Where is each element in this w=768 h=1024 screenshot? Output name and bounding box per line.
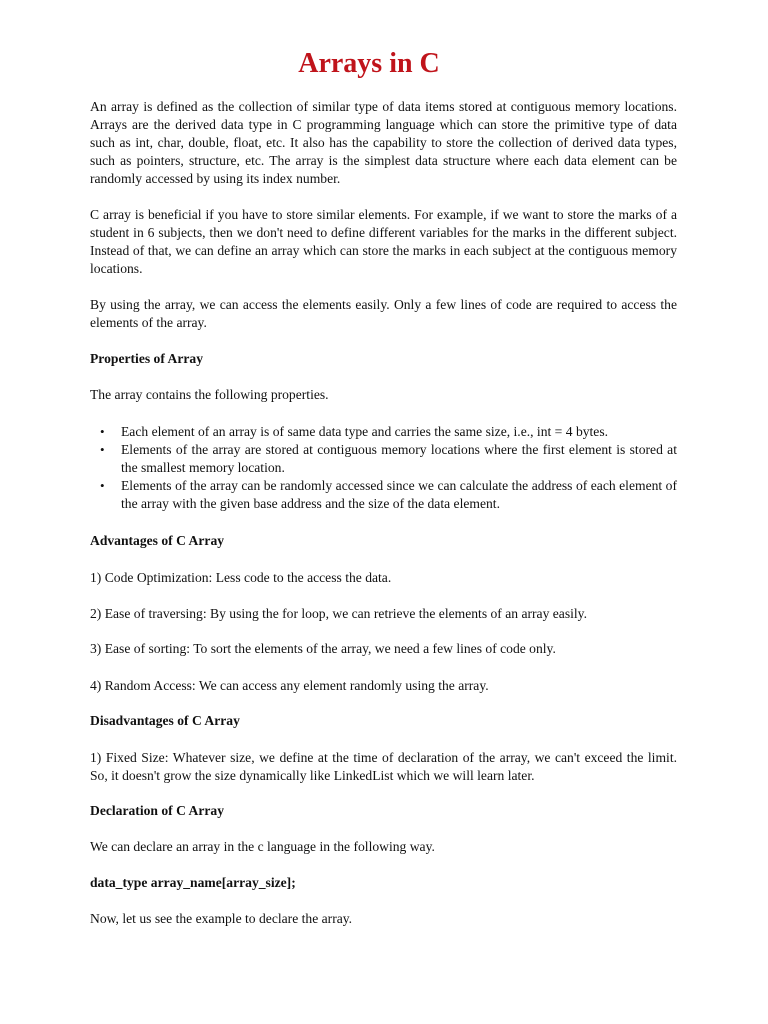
advantage-item-2: 2) Ease of traversing: By using the for loop, we can retrieve the elements of an array easily. [90,606,587,621]
intro-paragraph-3: By using the array, we can access the elements easily. Only a few lines of code are required to access the elements of the array. [90,297,677,330]
properties-list [90,423,677,513]
disadvantage-item-1: 1) Fixed Size: Whatever size, we define at the time of declaration of the array, we can't exceed the limit. So, it doesn't grow the size dynamically like LinkedList which we will learn later. [90,750,677,783]
advantage-item-4: 4) Random Access: We can access any element randomly using the array. [90,678,489,693]
disadvantages-heading: Disadvantages of C Array [90,713,240,728]
declaration-heading: Declaration of C Array [90,803,225,818]
list-item-text: Elements of the array are stored at contiguous memory locations where the first element is stored at the smallest memory location. [121,442,677,475]
declaration-syntax: data_type array_name[array_size]; [90,875,296,890]
intro-paragraph-1: An array is defined as the collection of similar type of data items stored at contiguous memory locations. Arrays are the derived data type in C programming language which can store the primitive type of data such as int, char, double, float, etc. It also has the capability to store the collection of derived data types, such as pointers, structure, etc. The array is the simplest data structure where each data element can be randomly accessed by using its index number. [90,99,677,186]
list-item [90,441,677,477]
properties-intro: The array contains the following properties. [90,387,329,402]
declaration-intro: We can declare an array in the c language in the following way. [90,839,435,854]
list-item [90,477,677,513]
bullet-icon: • [100,424,105,439]
properties-heading: Properties of Array [90,351,203,366]
intro-paragraph-2: C array is beneficial if you have to store similar elements. For example, if we want to store the marks of a student in 6 subjects, then we don't need to define different variables for the marks in the different subject. Instead of that, we can define an array which can store the marks in each subject at the contiguous memory locations. [90,207,677,276]
list-item-text: Elements of the array can be randomly accessed since we can calculate the address of each element of the array with the given base address and the size of the data element. [121,478,677,511]
advantage-item-3: 3) Ease of sorting: To sort the elements of the array, we need a few lines of code only. [90,641,556,656]
advantages-heading: Advantages of C Array [90,533,225,548]
list-item [90,423,677,441]
page-title: Arrays in C [298,48,440,79]
bullet-icon: • [100,442,105,457]
declaration-example-intro: Now, let us see the example to declare the array. [90,911,353,926]
advantage-item-1: 1) Code Optimization: Less code to the access the data. [90,570,392,585]
bullet-icon: • [100,478,105,493]
list-item-text: Each element of an array is of same data type and carries the same size, i.e., int = 4 bytes. [121,424,609,439]
